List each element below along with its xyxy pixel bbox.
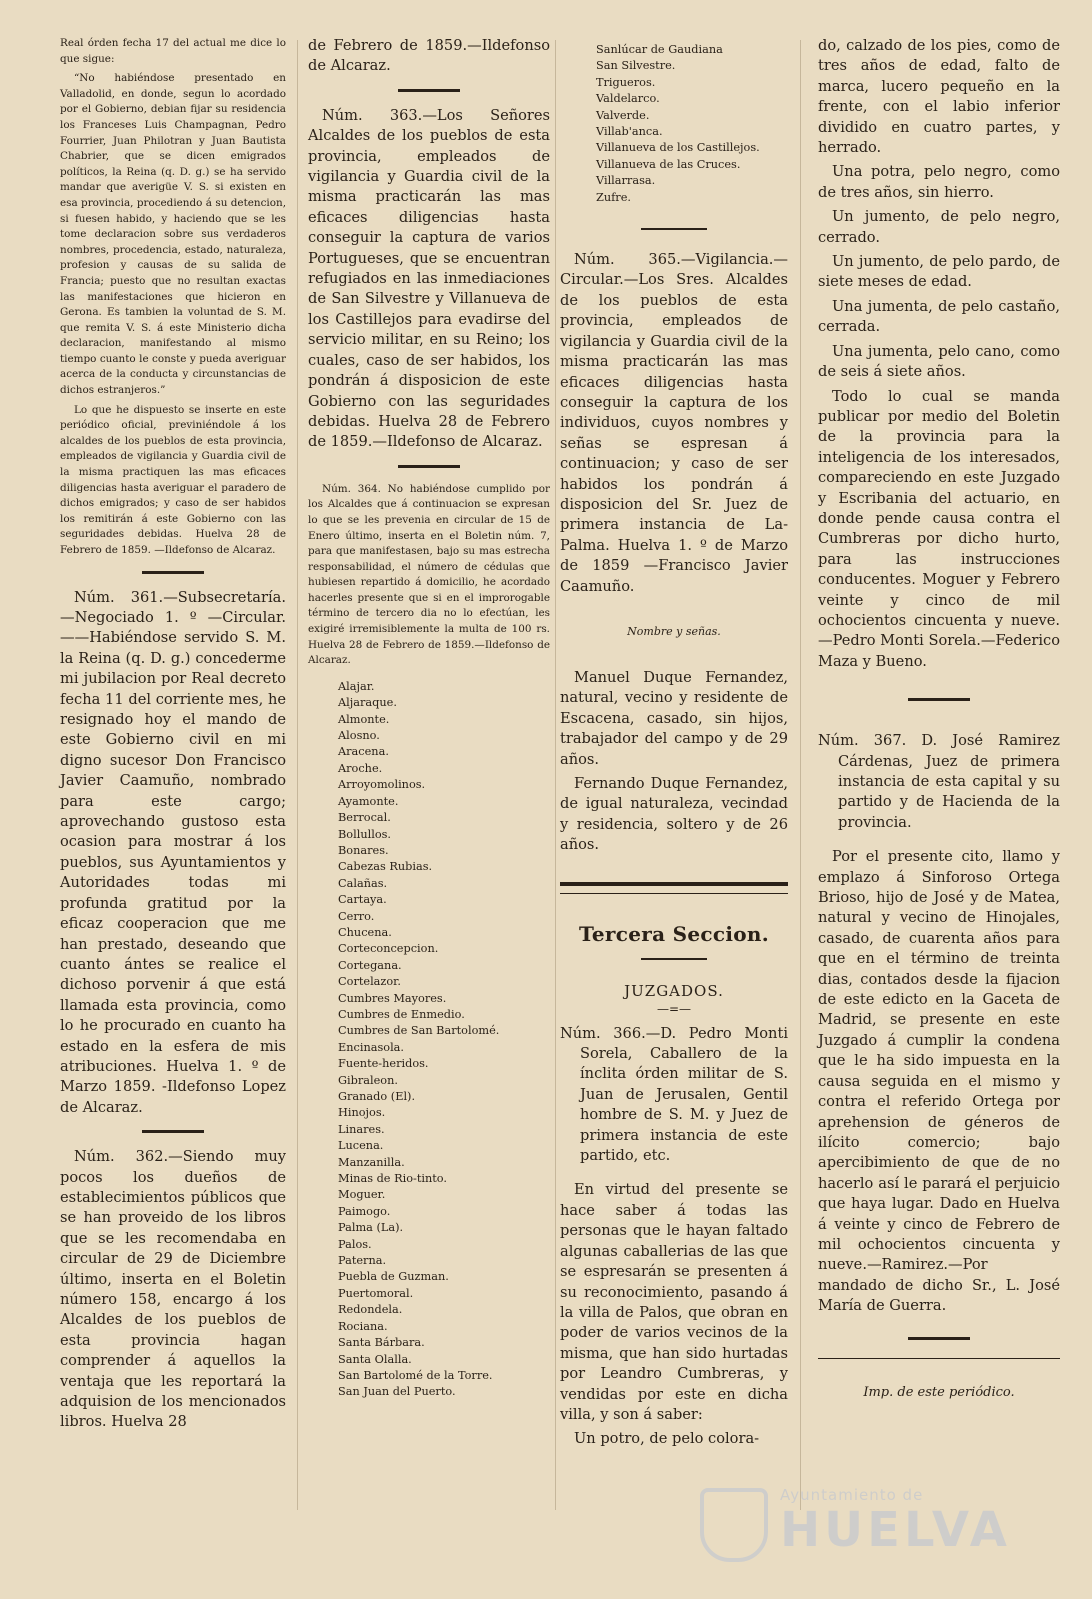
town-item: Almonte.: [338, 712, 390, 726]
town-item: Hinojos.: [338, 1106, 386, 1120]
town-item: Villanueva de los Castillejos.: [596, 141, 760, 155]
column-3: [560, 42, 788, 1454]
town-item: Alosno.: [338, 729, 380, 743]
notice-365: Núm. 365.—Vigilancia.—Circular.—Los Sres. Alcaldes de los pueblos de esta provincia, empleados de vigilancia y Guardia civil de la misma practicarán las mas eficaces diligencias hasta conseguir la captura de los individuos, cuyos nombres y señas se espresan á continuacion; y caso de ser habidos los pondrán á disposicion del Sr. Juez de primera instancia de La-Palma. Huelva 1. º de Marzo de 1859 —Francisco Javier Caamuño.: [560, 251, 788, 595]
town-item: Aroche.: [338, 761, 383, 775]
separator: [142, 571, 204, 574]
town-item: Santa Bárbara.: [338, 1336, 425, 1350]
separator: [398, 465, 460, 468]
notice-361: Núm. 361.—Subsecretaría.—Negociado 1. º —Circular.——Habiéndose servido S. M. la Reina (q. D. g.) concederme mi jubilacion por Real decreto fecha 11 del corriente mes, he resignado hoy el mando de este Gobierno civil en mi digno sucesor Don Francisco Javier Caamuño, nombrado para este cargo; aprovechando gustoso esta ocasion para mostrar á los pueblos, sus Ayuntamientos y Autoridades todas mi profunda gratitud por la eficaz cooperacion que me han prestado, deseando que cuanto ántes se realice el dichoso porvenir á que está llamada esta provincia, como lo he procurado en cuanto ha estado en la esfera de mis atribuciones. Huelva 1. º de Marzo 1859. -Ildefonso Lopez de Alcaraz.: [60, 588, 286, 1116]
town-item: Aracena.: [338, 745, 389, 759]
paragraph: Real órden fecha 17 del actual me dice lo que sigue:: [60, 37, 286, 65]
town-item: Cortelazor.: [338, 975, 401, 989]
town-item: Chucena.: [338, 925, 392, 939]
town-item: Rociana.: [338, 1319, 388, 1333]
notice-363: Núm. 363.—Los Señores Alcaldes de los pueblos de esta provincia, empleados de vigilancia y Guardia civil de la misma practicarán las mas eficaces diligencias hasta conseguir la captura de varios Portugueses, que se encuentran refugiados en las inmediaciones de San Silvestre y Villanueva de los Castillejos para evadirse del servicio militar, en su Reino; los cuales, caso de ser habidos, los pondrán á disposicion de este Gobierno con las seguridades debidas. Huelva 28 de Febrero de 1859.—Ildefonso de Alcaraz.: [308, 106, 550, 451]
town-item: Bollullos.: [338, 827, 392, 841]
town-item: Paimogo.: [338, 1204, 391, 1218]
watermark-small-text: Ayuntamiento de: [780, 1486, 924, 1504]
town-item: Linares.: [338, 1122, 385, 1136]
notice-362: Núm. 362.—Siendo muy pocos los dueños de establecimientos públicos que se han proveido de los libros que se les recomendaba en circular de 29 de Diciembre último, inserta en el Boletin número 158, encargo á los Alcaldes de los pueblos de esta provincia hagan comprender á aquellos la ventaja que les reportará la adquision de los mencionados libros. Huelva 28: [60, 1148, 286, 1431]
paragraph: “No habiéndose presentado en Valladolid, en donde, segun lo acordado por el Gobierno, debian fijar su residencia los Franceses Luis Champagnan, Pedro Fourrier, Juan Philotran y Juan Bautista Chabrier, que se dicen emigrados políticos, la Reina (q. D. g.) se ha servido mandar que averigüe V. S. si existen en esa provincia, procediendo á su detencion, si fuesen habido, y haciendo que se les tome declaracion sobre sus verdaderos nombres, procedencia, estado, naturaleza, profesion y causas de su salida de Francia; puesto que no resultan exactas las manifestaciones que hicieron en Gerona. Es tambien la voluntad de S. M. que remita V. S. á este Ministerio dicha declaracion, manifestando al mismo tiempo cuanto le conste y pueda averiguar acerca de la conducta y circunstancias de dichos estranjeros.”: [60, 72, 286, 397]
printer-credit: Imp. de este periódico.: [863, 1384, 1015, 1400]
town-item: Villanueva de las Cruces.: [596, 157, 741, 171]
town-item: San Juan del Puerto.: [338, 1385, 456, 1399]
town-item: Valverde.: [596, 108, 650, 122]
separator: [398, 89, 460, 92]
paragraph: Manuel Duque Fernandez, natural, vecino y residente de Escacena, casado, sin hijos, trabajador del campo y de 29 años.: [560, 668, 788, 768]
town-item: Cortegana.: [338, 958, 402, 972]
town-item: Lucena.: [338, 1139, 384, 1153]
watermark-big-text: HUELVA: [780, 1502, 1011, 1558]
town-item: Encinasola.: [338, 1040, 405, 1054]
town-list: [596, 42, 788, 206]
city-seal-icon: [700, 1488, 768, 1562]
town-item: Bonares.: [338, 843, 389, 857]
town-item: Gibraleon.: [338, 1073, 398, 1087]
town-item: Trigueros.: [596, 75, 656, 89]
section-rule: [560, 882, 788, 894]
town-item: Ayamonte.: [338, 794, 399, 808]
separator: [641, 958, 707, 960]
town-item: Cumbres Mayores.: [338, 991, 447, 1005]
town-item: Sanlúcar de Gaudiana: [596, 43, 723, 56]
paragraph: Todo lo cual se manda publicar por medio del Boletin de la provincia para la inteligencia de los interesados, compareciendo en este Juzgado y Escribania del actuario, en donde pende causa contra el Cumbreras por dicho hurto, para las instrucciones conducentes. Moguer y Febrero veinte y cinco de mil ochocientos cincuenta y nueve.—Pedro Monti Sorela.—Federico Maza y Bueno.: [818, 387, 1060, 670]
notice-366: Núm. 366.—D. Pedro Monti Sorela, Caballero de la ínclita órden militar de S. Juan de Jerusalen, Gentil hombre de S. M. y Juez de primera instancia de este partido, etc.: [560, 1024, 788, 1165]
column-4: [818, 36, 1060, 1400]
closing-rule: [818, 1358, 1060, 1359]
separator: [142, 1130, 204, 1133]
paragraph: En virtud del presente se hace saber á todas las personas que le hayan faltado algunas caballerias de las que se espresarán se presenten á su reconocimiento, pasando á la villa de Palos, que obran en poder de varios vecinos de la misma, que han sido hurtadas por Leandro Cumbreras, y vendidas por este en dicha villa, y son á saber:: [560, 1181, 788, 1423]
town-item: Berrocal.: [338, 811, 391, 825]
separator: [908, 698, 970, 701]
town-item: Puebla de Guzman.: [338, 1270, 449, 1284]
town-item: Paterna.: [338, 1254, 387, 1268]
town-item: Villarrasa.: [596, 174, 656, 188]
paragraph: de Febrero de 1859.—Ildefonso de Alcaraz.: [308, 37, 550, 75]
town-item: Aljaraque.: [338, 696, 397, 710]
town-item: Cumbres de Enmedio.: [338, 1007, 465, 1021]
separator: [641, 228, 707, 230]
paragraph: Lo que he dispuesto se inserte en este periódico oficial, previniéndole á los alcaldes de los pueblos de esta provincia, empleados de vigilancia y Guardia civil de la misma practiquen las mas eficaces diligencias hasta averiguar el paradero de dichos emigrados; y caso de ser habidos los remitirán á este Gobierno con las seguridades debidas. Huelva 28 de Febrero de 1859. —Ildefonso de Alcaraz.: [60, 403, 286, 556]
town-item: Villab'anca.: [596, 125, 663, 139]
town-item: Cartaya.: [338, 893, 387, 907]
town-item: Santa Olalla.: [338, 1352, 412, 1366]
town-item: Zufre.: [596, 190, 631, 204]
notice-364: Núm. 364. No habiéndose cumplido por los Alcaldes que á continuacion se expresan lo que se les prevenia en circular de 15 de Enero último, inserta en el Boletin núm. 7, para que manifestasen, bajo su mas estrecha responsabilidad, el número de cédulas que hubiesen repartido á domicilio, he acordado hacerles presente que si en el improrogable término de tercero dia no lo efectúan, les exigiré irremisiblemente la multa de 100 rs. Huelva 28 de Febrero de 1859.—Ildefonso de Alcaraz.: [308, 482, 550, 667]
column-gutter: [297, 40, 298, 1510]
town-item: Calañas.: [338, 876, 388, 890]
watermark: [700, 1482, 1030, 1562]
town-item: Valdelarco.: [596, 92, 660, 106]
town-item: Puertomoral.: [338, 1286, 414, 1300]
town-item: Cumbres de San Bartolomé.: [338, 1024, 500, 1038]
paragraph: Una jumenta, pelo cano, como de seis á siete años.: [818, 342, 1060, 381]
paragraph: do, calzado de los pies, como de tres años de edad, falto de marca, lucero pequeño en la frente, con el labio inferior dividido en cuatro partes, y herrado.: [818, 37, 1060, 157]
notice-367: Núm. 367. D. José Ramirez Cárdenas, Juez de primera instancia de esta capital y su partido y de Hacienda de la provincia.: [818, 732, 1060, 831]
town-list: [338, 679, 550, 1401]
paragraph: Fernando Duque Fernandez, de igual naturaleza, vecindad y residencia, soltero y de 26 años.: [560, 775, 788, 854]
subheading-names: Nombre y señas.: [627, 624, 721, 638]
column-gutter: [800, 40, 801, 1510]
town-item: Cabezas Rubias.: [338, 860, 433, 874]
town-item: Minas de Rio-tinto.: [338, 1172, 447, 1186]
juzgados-heading: JUZGADOS.: [624, 981, 724, 1000]
town-item: Cerro.: [338, 909, 375, 923]
column-1: [60, 36, 286, 1437]
paragraph: Un jumento, de pelo negro, cerrado.: [818, 208, 1060, 246]
town-item: Corteconcepcion.: [338, 942, 439, 956]
ornament: —=—: [656, 1001, 692, 1016]
column-2: [308, 36, 550, 1401]
town-item: Redondela.: [338, 1303, 403, 1317]
town-item: Palos.: [338, 1237, 372, 1251]
town-item: Moguer.: [338, 1188, 386, 1202]
paragraph: Por el presente cito, llamo y emplazo á Sinforoso Ortega Brioso, hijo de José y de Matea, natural y vecino de Hinojales, casado, de cuarenta años para que en el término de treinta dias, contados desde la fijacion de este edicto en la Gaceta de Madrid, se presente en este Juzgado á cumplir la condena que le ha sido impuesta en la causa seguida en el mismo y contra el referido Ortega por aprehension de géneros de ilícito comercio; bajo apercibimiento de que de no hacerlo así le parará el perjuicio que haya lugar. Dado en Huelva á veinte y cinco de Febrero de mil ochocientos cincuenta y nueve.—Ramirez.—Por mandado de dicho Sr., L. José María de Guerra.: [818, 848, 1060, 1315]
town-item: Granado (El).: [338, 1090, 416, 1103]
paragraph: Un potro, de pelo colora-: [574, 1430, 760, 1448]
paragraph: Un jumento, de pelo pardo, de siete meses de edad.: [818, 253, 1060, 291]
section-title: Tercera Seccion.: [579, 921, 769, 946]
town-item: San Silvestre.: [596, 59, 676, 73]
town-item: San Bartolomé de la Torre.: [338, 1368, 493, 1382]
column-gutter: [555, 40, 556, 1510]
town-item: Palma (La).: [338, 1221, 404, 1235]
town-item: Manzanilla.: [338, 1155, 405, 1169]
town-item: Arroyomolinos.: [338, 778, 426, 792]
paragraph: Una jumenta, de pelo castaño, cerrada.: [818, 297, 1060, 336]
town-item: Alajar.: [338, 679, 375, 693]
town-item: Fuente-heridos.: [338, 1057, 429, 1071]
separator: [908, 1337, 970, 1340]
paragraph: Una potra, pelo negro, como de tres años, sin hierro.: [818, 163, 1060, 201]
